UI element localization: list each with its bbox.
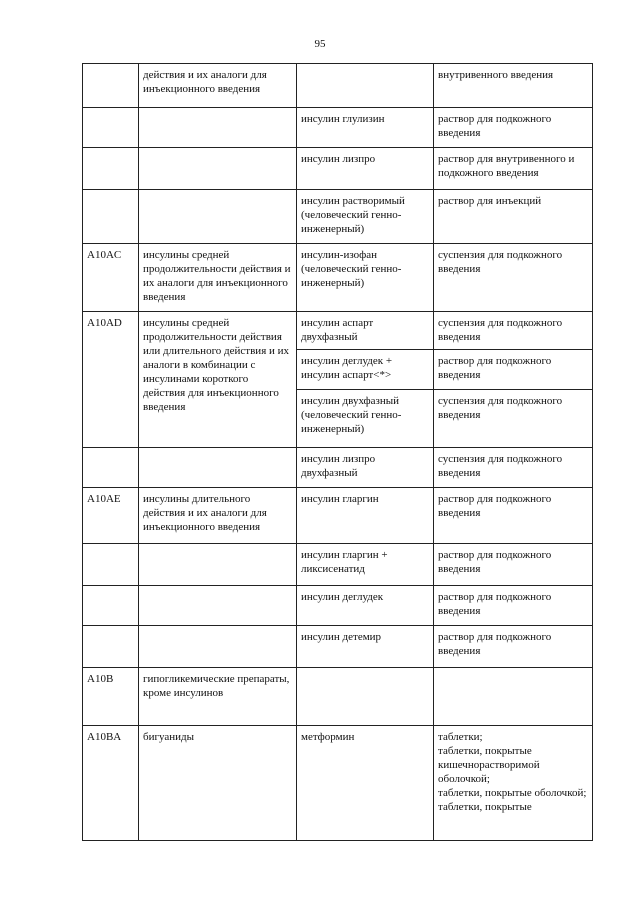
- table-row: [83, 488, 593, 544]
- table-row: [83, 312, 593, 350]
- dosage-form-cell: раствор для подкожного введения: [434, 108, 593, 148]
- atc-code-cell: A10AE: [83, 488, 139, 544]
- drug-name-cell: [297, 64, 434, 108]
- drug-name-cell: инсулин двухфазный (человеческий генно-инженерный): [297, 390, 434, 448]
- anatomical-therapeutic-group-cell: [139, 448, 297, 488]
- atc-code-cell: A10BA: [83, 726, 139, 841]
- drug-name-cell: инсулин гларгин: [297, 488, 434, 544]
- table-row: [83, 108, 593, 148]
- anatomical-therapeutic-group-cell: инсулины средней продолжительности действия и их аналоги для инъекционного введения: [139, 244, 297, 312]
- anatomical-therapeutic-group-cell: [139, 148, 297, 190]
- table-row: [83, 64, 593, 108]
- dosage-form-cell: суспензия для подкожного введения: [434, 390, 593, 448]
- dosage-form-cell: раствор для инъекций: [434, 190, 593, 244]
- drug-name-cell: инсулин-изофан (человеческий генно-инженерный): [297, 244, 434, 312]
- table-row: [83, 544, 593, 586]
- dosage-form-cell: раствор для внутривенного и подкожного введения: [434, 148, 593, 190]
- drug-name-cell: инсулин глулизин: [297, 108, 434, 148]
- anatomical-therapeutic-group-cell: [139, 544, 297, 586]
- drug-name-cell: инсулин аспарт двухфазный: [297, 312, 434, 350]
- drug-name-cell: метформин: [297, 726, 434, 841]
- atc-code-cell: [83, 626, 139, 668]
- dosage-form-cell: таблетки; таблетки, покрытые кишечнорастворимой оболочкой; таблетки, покрытые оболочкой; таблетки, покрытые: [434, 726, 593, 841]
- table-row: [83, 448, 593, 488]
- atc-code-cell: [83, 190, 139, 244]
- atc-code-cell: A10AD: [83, 312, 139, 448]
- anatomical-therapeutic-group-cell: гипогликемические препараты, кроме инсулинов: [139, 668, 297, 726]
- table-body: [83, 64, 593, 841]
- drug-name-cell: инсулин лизпро двухфазный: [297, 448, 434, 488]
- anatomical-therapeutic-group-cell: [139, 626, 297, 668]
- table-row: [83, 148, 593, 190]
- atc-code-cell: [83, 148, 139, 190]
- atc-code-cell: A10B: [83, 668, 139, 726]
- dosage-form-cell: [434, 668, 593, 726]
- anatomical-therapeutic-group-cell: бигуаниды: [139, 726, 297, 841]
- atc-code-cell: [83, 448, 139, 488]
- anatomical-therapeutic-group-cell: [139, 108, 297, 148]
- dosage-form-cell: раствор для подкожного введения: [434, 350, 593, 390]
- table-row: [83, 244, 593, 312]
- dosage-form-cell: суспензия для подкожного введения: [434, 244, 593, 312]
- anatomical-therapeutic-group-cell: действия и их аналоги для инъекционного введения: [139, 64, 297, 108]
- drug-name-cell: инсулин гларгин + ликсисенатид: [297, 544, 434, 586]
- table-row: [83, 626, 593, 668]
- drug-name-cell: [297, 668, 434, 726]
- atc-code-cell: [83, 108, 139, 148]
- atc-code-cell: A10AC: [83, 244, 139, 312]
- table-row: [83, 586, 593, 626]
- table-row: [83, 668, 593, 726]
- drug-name-cell: инсулин детемир: [297, 626, 434, 668]
- dosage-form-cell: внутривенного введения: [434, 64, 593, 108]
- drug-name-cell: инсулин деглудек: [297, 586, 434, 626]
- anatomical-therapeutic-group-cell: инсулины средней продолжительности действия или длительного действия и их аналоги в комбинации с инсулинами короткого действия для инъекционного введения: [139, 312, 297, 448]
- page-number: 95: [314, 38, 326, 50]
- anatomical-therapeutic-group-cell: [139, 190, 297, 244]
- dosage-form-cell: раствор для подкожного введения: [434, 626, 593, 668]
- atc-code-cell: [83, 544, 139, 586]
- anatomical-therapeutic-group-cell: инсулины длительного действия и их аналоги для инъекционного введения: [139, 488, 297, 544]
- drug-name-cell: инсулин растворимый (человеческий генно-инженерный): [297, 190, 434, 244]
- table-row: [83, 726, 593, 841]
- atc-code-cell: [83, 64, 139, 108]
- dosage-form-cell: суспензия для подкожного введения: [434, 448, 593, 488]
- dosage-form-cell: раствор для подкожного введения: [434, 586, 593, 626]
- dosage-form-cell: раствор для подкожного введения: [434, 488, 593, 544]
- atc-code-cell: [83, 586, 139, 626]
- drug-name-cell: инсулин лизпро: [297, 148, 434, 190]
- anatomical-therapeutic-group-cell: [139, 586, 297, 626]
- table-row: [83, 190, 593, 244]
- dosage-form-cell: раствор для подкожного введения: [434, 544, 593, 586]
- drug-name-cell: инсулин деглудек + инсулин аспарт<*>: [297, 350, 434, 390]
- dosage-form-cell: суспензия для подкожного введения: [434, 312, 593, 350]
- drug-classification-table: [82, 63, 593, 841]
